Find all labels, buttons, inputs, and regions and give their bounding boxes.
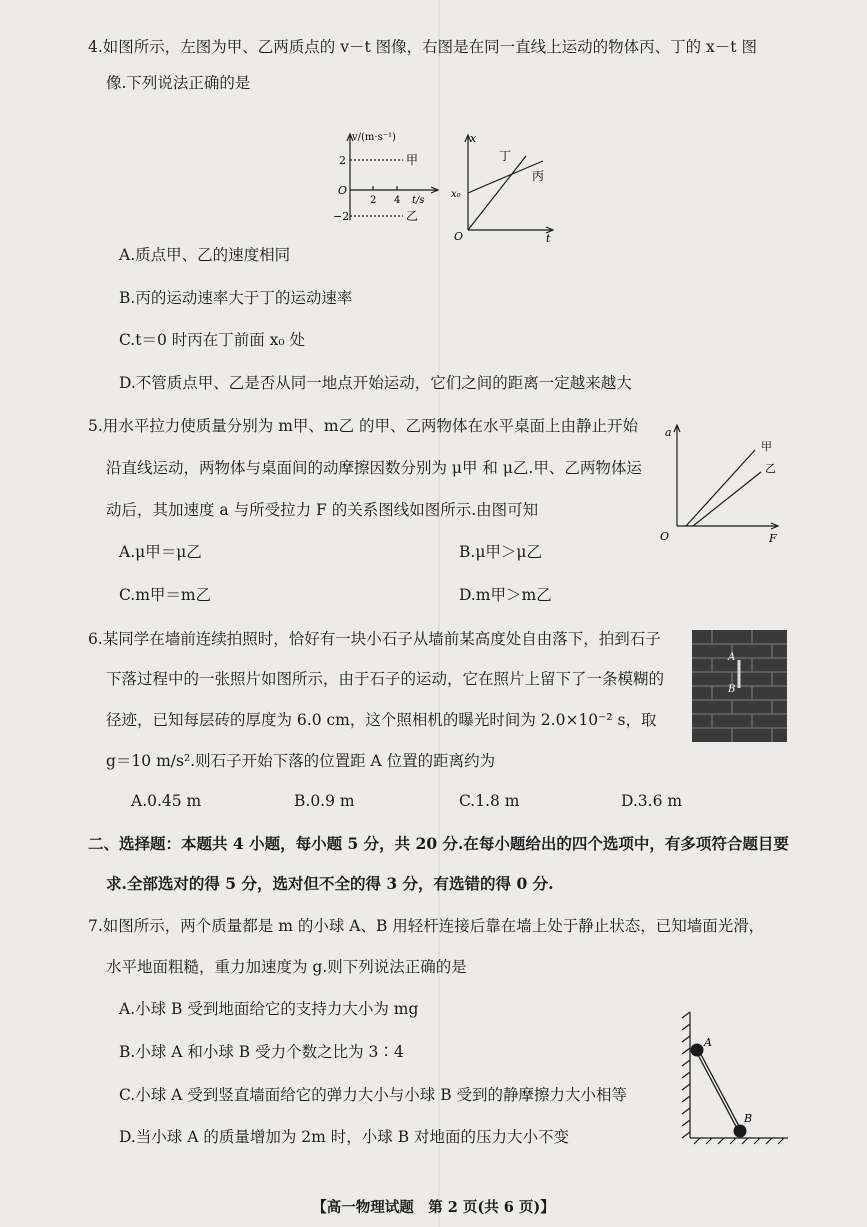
q5-option-d[interactable]: D.m甲＞m乙 <box>459 586 552 604</box>
q5-aF-graph <box>655 420 785 545</box>
q7-rod-balls-figure <box>680 1010 790 1145</box>
q6-stem-line-1: 6.某同学在墙前连续拍照时，恰好有一块小石子从墙前某高度处自由落下，拍到石子 <box>88 630 661 648</box>
q4-option-c[interactable]: C.t＝0 时丙在丁前面 x₀ 处 <box>119 331 306 349</box>
q4-xt-graph <box>448 128 558 243</box>
q6-stem-line-4: g＝10 m/s².则石子开始下落的位置距 A 位置的距离约为 <box>106 752 496 770</box>
q4-vt-x4: 4 <box>394 195 401 206</box>
q4-vt-label-yi: 乙 <box>406 209 419 223</box>
q7-ball-a <box>691 1044 704 1057</box>
q6-option-b[interactable]: B.0.9 m <box>294 792 355 810</box>
q6-label-a: A <box>728 652 736 663</box>
q7-option-d[interactable]: D.当小球 A 的质量增加为 2m 时，小球 B 对地面的压力大小不变 <box>119 1128 570 1146</box>
q5-ylabel: a <box>665 426 672 439</box>
q5-label-jia: 甲 <box>761 440 772 453</box>
q6-option-c[interactable]: C.1.8 m <box>459 792 520 810</box>
q5-stem-line-3: 动后，其加速度 a 与所受拉力 F 的关系图线如图所示.由图可知 <box>106 501 539 519</box>
section2-heading-line-2: 求.全部选对的得 5 分，选对但不全的得 3 分，有选错的得 0 分. <box>106 874 554 893</box>
q6-option-d[interactable]: D.3.6 m <box>621 792 683 810</box>
q5-stem-line-2: 沿直线运动，两物体与桌面间的动摩擦因数分别为 μ甲 和 μ乙.甲、乙两物体运 <box>106 459 642 477</box>
q6-label-b: B <box>728 684 736 695</box>
q6-stem-line-2: 下落过程中的一张照片如图所示，由于石子的运动，它在照片上留下了一条模糊的 <box>106 670 665 688</box>
q5-label-yi: 乙 <box>765 462 776 475</box>
q4-xt-label-bing: 丙 <box>532 169 545 183</box>
q4-xt-label-ding: 丁 <box>499 149 512 163</box>
q6-option-a[interactable]: A.0.45 m <box>131 792 202 810</box>
q7-stem-line-1: 7.如图所示，两个质量都是 m 的小球 A、B 用轻杆连接后靠在墙上处于静止状态，已知墙面光滑， <box>88 917 765 935</box>
q7-option-a[interactable]: A.小球 B 受到地面给它的支持力大小为 mg <box>119 1000 419 1018</box>
q4-xt-ylabel: x <box>470 132 477 145</box>
q5-origin: O <box>660 530 670 543</box>
q5-option-c[interactable]: C.m甲＝m乙 <box>119 586 212 604</box>
section2-heading-line-1: 二、选择题：本题共 4 小题，每小题 5 分，共 20 分.在每小题给出的四个选项中，有多项符合题目要 <box>88 834 789 853</box>
q5-stem-line-1: 5.用水平拉力使质量分别为 m甲、m乙 的甲、乙两物体在水平桌面上由静止开始 <box>88 417 639 435</box>
q5-line-jia <box>686 450 755 526</box>
q4-line-ding <box>468 156 526 230</box>
q4-vt-xlabel: t/s <box>412 195 425 206</box>
q4-stem-line-2: 像.下列说法正确的是 <box>106 74 251 92</box>
q4-vt-label-jia: 甲 <box>406 153 419 167</box>
q7-ball-b <box>734 1125 747 1138</box>
q4-option-b[interactable]: B.丙的运动速率大于丁的运动速率 <box>119 289 353 307</box>
page-footer: 【高一物理试题 第 2 页(共 6 页)】 <box>312 1199 555 1216</box>
q4-xt-xlabel: t <box>546 232 551 243</box>
q7-option-b[interactable]: B.小球 A 和小球 B 受力个数之比为 3∶4 <box>119 1043 404 1061</box>
q4-vt-tick-2: 2 <box>339 154 346 167</box>
q5-option-a[interactable]: A.μ甲＝μ乙 <box>119 543 202 561</box>
q7-label-b: B <box>744 1112 753 1125</box>
q4-vt-ylabel: v/(m·s⁻¹) <box>352 132 396 143</box>
q4-xt-origin: O <box>454 230 464 243</box>
q6-stem-line-3: 径迹，已知每层砖的厚度为 6.0 cm，这个照相机的曝光时间为 2.0×10⁻² s，取 <box>106 711 657 729</box>
q7-stem-line-2: 水平地面粗糙，重力加速度为 g.则下列说法正确的是 <box>106 958 467 976</box>
q5-option-b[interactable]: B.μ甲＞μ乙 <box>459 543 542 561</box>
q4-option-a[interactable]: A.质点甲、乙的速度相同 <box>119 246 291 264</box>
q4-vt-graph <box>325 128 445 228</box>
q4-xt-x0: x₀ <box>451 189 461 200</box>
q4-vt-origin: O <box>338 184 348 197</box>
q4-stem-line-1: 4.如图所示，左图为甲、乙两质点的 v－t 图像，右图是在同一直线上运动的物体丙、丁的 x－t 图 <box>88 38 757 56</box>
q7-option-c[interactable]: C.小球 A 受到竖直墙面给它的弹力大小与小球 B 受到的静摩擦力大小相等 <box>119 1086 628 1104</box>
q7-label-a: A <box>704 1036 712 1049</box>
q4-option-d[interactable]: D.不管质点甲、乙是否从同一地点开始运动，它们之间的距离一定越来越大 <box>119 374 632 392</box>
q5-xlabel: F <box>769 532 777 545</box>
q4-vt-tick-m2: −2 <box>333 210 350 223</box>
q4-vt-x2: 2 <box>370 195 377 206</box>
q6-brick-wall-photo <box>692 630 787 742</box>
